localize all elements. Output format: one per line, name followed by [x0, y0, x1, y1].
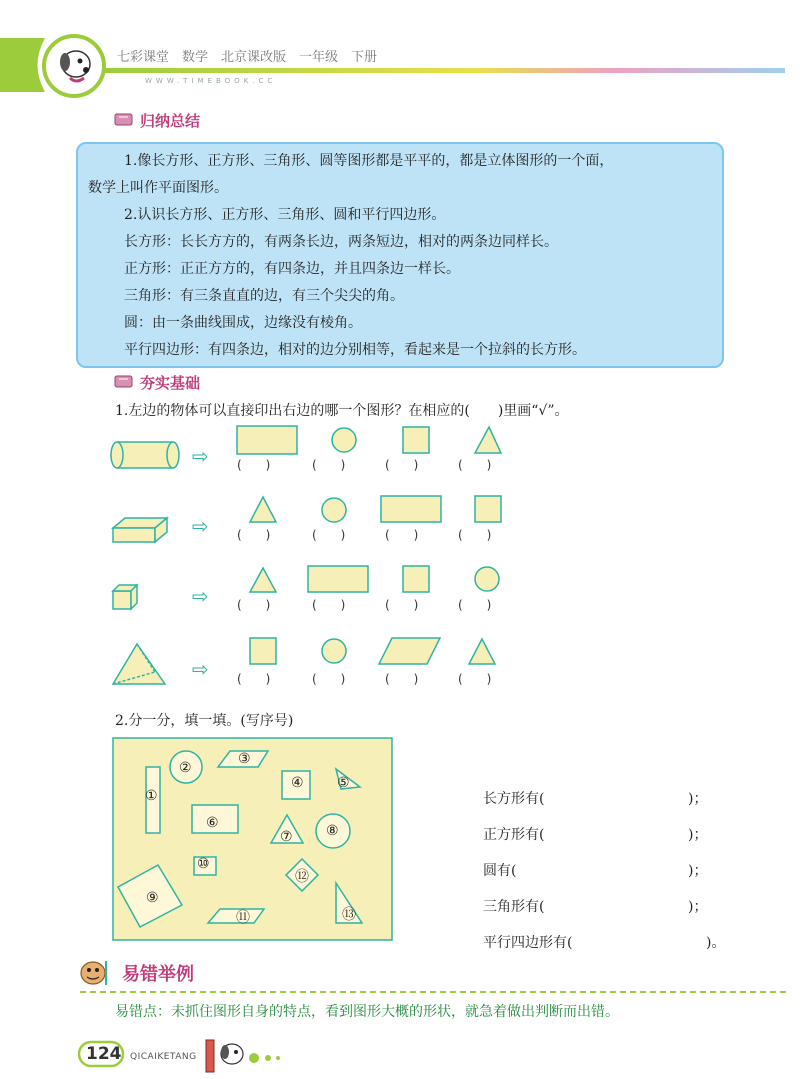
circle-shape: [322, 498, 346, 522]
book-icon: [113, 374, 135, 390]
cuboid-object: [113, 518, 167, 542]
summary-box: [76, 142, 724, 368]
errors-heading: 易错举例: [122, 964, 194, 985]
answer-paren[interactable]: ( ): [312, 672, 346, 686]
answer-paren[interactable]: ( ): [385, 528, 419, 542]
summary-line: 2.认识长方形、正方形、三角形、圆和平行四边形。: [124, 207, 446, 223]
fill-end: )；: [688, 791, 708, 807]
rectangle-shape: [381, 496, 441, 522]
shape-number: ⑤: [337, 775, 350, 791]
circle-shape: [475, 567, 499, 591]
footer-mascot-icon: [200, 1036, 290, 1076]
fill-label-rectangle: 长方形有(: [483, 791, 545, 807]
answer-paren[interactable]: ( ): [237, 458, 271, 472]
errors-text: 易错点：未抓住图形自身的特点，看到图形大概的形状，就急着做出判断而出错。: [115, 1004, 619, 1020]
answer-paren[interactable]: ( ): [458, 672, 492, 686]
mascot-icon: [76, 955, 116, 989]
summary-line: 数学上叫作平面图形。: [88, 180, 228, 196]
summary-heading: 归纳总结: [140, 112, 201, 130]
shape-number: ⑦: [280, 829, 293, 845]
summary-line: 圆：由一条曲线围成，边缘没有棱角。: [124, 315, 362, 331]
shape-number: ⑧: [326, 823, 339, 839]
fill-label-parallelogram: 平行四边形有(: [483, 935, 573, 951]
summary-line: 三角形：有三条直直的边，有三个尖尖的角。: [124, 288, 404, 304]
parallelogram-shape: [379, 638, 440, 664]
shape-number: ④: [291, 775, 304, 791]
dog-mascot-icon: [52, 40, 102, 92]
fill-label-circle: 圆有(: [483, 863, 517, 879]
square-shape: [250, 638, 276, 664]
answer-paren[interactable]: ( ): [458, 458, 492, 472]
answer-paren[interactable]: ( ): [458, 528, 492, 542]
summary-line: 1.像长方形、正方形、三角形、圆等图形都是平平的，都是立体图形的一个面，: [124, 153, 614, 169]
square-shape: [475, 496, 501, 522]
book-icon: [113, 112, 135, 128]
answer-paren[interactable]: ( ): [385, 672, 419, 686]
fill-end: )；: [688, 827, 708, 843]
square-shape: [403, 566, 429, 592]
rectangle-shape: [308, 566, 368, 592]
pyramid-object: [113, 644, 165, 684]
shape-number: ⑬: [342, 907, 356, 923]
triangle-shape: [475, 427, 501, 453]
question-2: 2.分一分，填一填。(写序号): [115, 713, 294, 729]
answer-paren[interactable]: ( ): [385, 598, 419, 612]
shape-number: ⑥: [206, 815, 219, 831]
page-number: 124: [86, 1044, 122, 1064]
shape-number: ②: [179, 760, 192, 776]
shape-number: ⑨: [146, 890, 159, 906]
answer-paren[interactable]: ( ): [312, 598, 346, 612]
square-shape: [403, 427, 429, 453]
fill-end: )；: [688, 863, 708, 879]
triangle-shape: [250, 568, 276, 592]
shape-number: ③: [238, 751, 251, 767]
arrow-icon: ⇨: [192, 657, 209, 681]
header-stripe: [0, 63, 800, 77]
arrow-icon: ⇨: [192, 514, 209, 538]
fill-label-square: 正方形有(: [483, 827, 545, 843]
shape-number: ⑩: [197, 856, 210, 872]
summary-line: 正方形：正正方方的，有四条边，并且四条边一样长。: [124, 261, 460, 277]
arrow-icon: ⇨: [192, 444, 209, 468]
summary-line: 长方形：长长方方的，有两条长边，两条短边，相对的两条边同样长。: [124, 234, 558, 250]
circle-shape: [322, 639, 346, 663]
triangle-shape: [469, 639, 495, 664]
fill-label-triangle: 三角形有(: [483, 899, 545, 915]
summary-line: 平行四边形：有四条边，相对的边分别相等，看起来是一个拉斜的长方形。: [124, 342, 586, 358]
answer-paren[interactable]: ( ): [312, 458, 346, 472]
triangle-shape: [250, 497, 276, 522]
answer-paren[interactable]: ( ): [458, 598, 492, 612]
divider: [80, 991, 786, 993]
header-url: WWW.TIMEBOOK.CC: [145, 77, 277, 85]
cylinder-object: [111, 442, 179, 468]
answer-paren[interactable]: ( ): [237, 528, 271, 542]
brand-name: QICAIKETANG: [130, 1052, 197, 1062]
answer-paren[interactable]: ( ): [312, 528, 346, 542]
answer-paren[interactable]: ( ): [237, 672, 271, 686]
header-title: 七彩课堂 数学 北京课改版 一年级 下册: [117, 50, 378, 65]
cube-object: [113, 585, 137, 609]
question-1: 1.左边的物体可以直接印出右边的哪一个图形？在相应的( )里画“√”。: [115, 403, 569, 419]
rectangle-shape: [237, 426, 297, 454]
circle-shape: [332, 428, 356, 452]
answer-paren[interactable]: ( ): [237, 598, 271, 612]
answer-paren[interactable]: ( ): [385, 458, 419, 472]
basics-heading: 夯实基础: [140, 374, 201, 392]
arrow-icon: ⇨: [192, 584, 209, 608]
shape-number: ⑪: [236, 910, 250, 926]
shape-number: ⑫: [295, 869, 309, 885]
fill-end: )。: [706, 935, 726, 951]
fill-end: )；: [688, 899, 708, 915]
shape-number: ①: [145, 788, 158, 804]
